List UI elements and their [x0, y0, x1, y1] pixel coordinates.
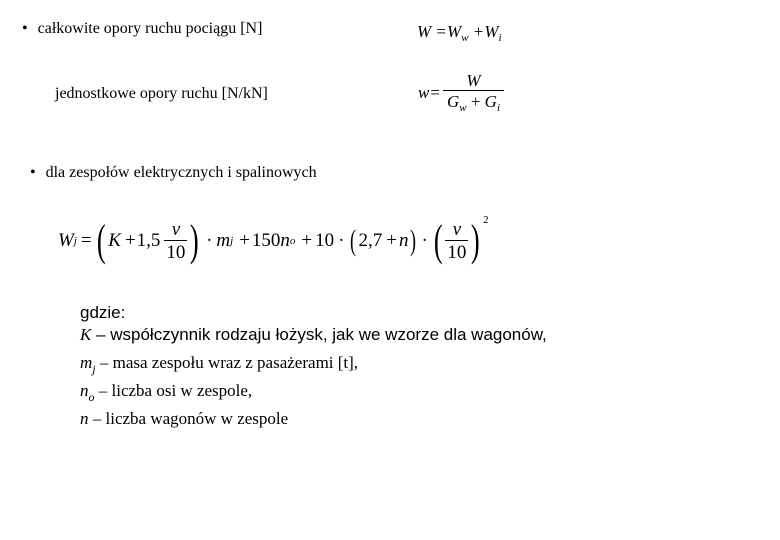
formula2-numerator: W — [466, 71, 481, 90]
f3-k: K — [108, 230, 121, 251]
definition-n — [80, 408, 547, 436]
formula-plus: + — [473, 22, 484, 41]
formula-lhs: W — [417, 22, 432, 41]
f3-coef: 1,5 — [136, 230, 161, 251]
f3-frac2 — [445, 220, 468, 263]
formula-total-resistance — [417, 22, 502, 44]
f3-paren3-open: ( — [433, 216, 443, 265]
formula2-den-sub-i: i — [496, 101, 500, 114]
definitions-block — [80, 302, 547, 436]
formula-sub-i: i — [498, 32, 502, 44]
f3-dot2: · — [338, 230, 345, 251]
f3-dot1: · — [206, 230, 213, 251]
f3-paren-close: ) — [190, 216, 200, 265]
definition-no — [80, 380, 547, 408]
f3-plus1: + — [124, 230, 136, 251]
f3-eq: = — [80, 230, 92, 251]
f3-paren-open: ( — [96, 216, 106, 265]
definitions-heading: gdzie: — [80, 303, 126, 322]
def-sym-no: n — [80, 381, 89, 400]
f3-m-sub: j — [230, 235, 234, 247]
def-sub-m: j — [92, 362, 96, 376]
def-sym-n: n — [80, 409, 89, 428]
f3-paren2-close: ) — [410, 224, 417, 257]
f3-power: 2 — [483, 214, 489, 226]
f3-frac — [164, 220, 187, 263]
formula2-fraction — [443, 72, 504, 114]
formula2-den-sub-w: w — [459, 101, 467, 114]
formula-term-w: W — [447, 22, 462, 41]
definition-k — [80, 324, 547, 352]
formula-eq: = — [436, 22, 447, 41]
formula2-denominator — [443, 90, 504, 115]
bullet-dot-3: • — [30, 164, 36, 181]
f3-n-sub: o — [289, 235, 296, 247]
bullet-total-resistance — [22, 20, 262, 38]
formula-sub-w: w — [461, 32, 469, 44]
formula2-den-g: G — [446, 91, 460, 111]
formula2-lhs: w — [418, 83, 430, 103]
f3-lhs: W — [58, 230, 74, 251]
f3-lhs-sub: j — [73, 235, 77, 247]
f3-dot3: · — [421, 230, 428, 251]
f3-paren3-close: ) — [471, 216, 481, 265]
formula2-eq: = — [430, 83, 440, 103]
f3-plus4: + — [386, 230, 397, 251]
definition-mj — [80, 352, 547, 380]
f3-frac2-den: 10 — [447, 241, 467, 263]
formula2-den-plus: + — [470, 91, 481, 111]
f3-27: 2,7 — [358, 230, 383, 251]
f3-plus2: + — [239, 230, 250, 251]
def-text-no: – liczba osi w zespole, — [94, 381, 253, 400]
def-sub-no: o — [88, 390, 95, 404]
f3-m: m — [216, 230, 231, 251]
def-text-k: – współczynnik rodzaju łożysk, jak we wzorze dla wagonów, — [91, 325, 547, 344]
unit-resistance-label — [55, 85, 268, 103]
f3-n2: n — [398, 230, 409, 251]
f3-frac-num: v — [171, 218, 181, 240]
def-text-m: – masa zespołu wraz z pasażerami [t], — [95, 353, 359, 372]
def-text-n: – liczba wagonów w zespole — [88, 409, 289, 428]
formula2-den-g2: G — [484, 91, 497, 111]
bullet-units — [30, 164, 317, 182]
f3-paren2-open: ( — [350, 224, 357, 257]
bullet-dot: • — [22, 20, 28, 37]
f3-ten: 10 — [315, 230, 335, 251]
f3-plus3: + — [301, 230, 313, 251]
f3-150: 150 — [251, 230, 281, 251]
def-sym-m: m — [80, 353, 93, 372]
formula-units-resistance — [58, 212, 489, 270]
def-sym-k: K — [80, 325, 92, 344]
f3-n: n — [280, 230, 290, 251]
formula-unit-resistance — [418, 72, 504, 114]
bullet-text-3: dla zespołów elektrycznych i spalinowych — [45, 164, 317, 181]
unit-resistance-text: jednostkowe opory ruchu [N/kN] — [55, 85, 268, 102]
f3-frac2-num: v — [452, 218, 462, 240]
bullet-text: całkowite opory ruchu pociągu [N] — [37, 20, 263, 37]
formula-term-i: W — [484, 22, 499, 41]
f3-frac-den: 10 — [166, 241, 186, 263]
